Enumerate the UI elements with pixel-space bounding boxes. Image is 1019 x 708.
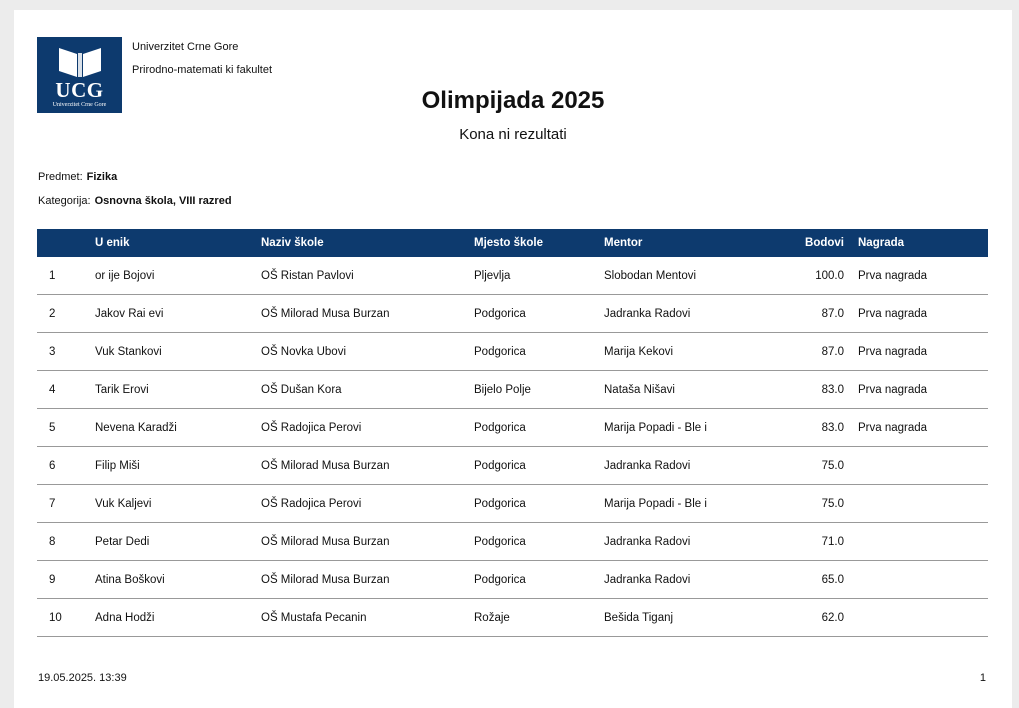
- cell-school: OŠ Milorad Musa Burzan: [255, 523, 468, 561]
- col-header-place: Mjesto škole: [468, 229, 598, 257]
- cell-points: 83.0: [788, 409, 850, 447]
- cell-place: Podgorica: [468, 561, 598, 599]
- category-value: Osnovna škola, VIII razred: [94, 195, 232, 207]
- cell-mentor: Jadranka Radovi: [598, 295, 788, 333]
- cell-award: Prva nagrada: [850, 409, 988, 447]
- table-row: [37, 371, 988, 409]
- cell-student: Petar Dedi: [89, 523, 255, 561]
- subject-value: Fizika: [86, 171, 118, 183]
- document-subtitle: Kona ni rezultati: [459, 126, 567, 143]
- cell-student: or ije Bojovi: [89, 257, 255, 295]
- cell-award: Prva nagrada: [850, 333, 988, 371]
- cell-school: OŠ Radojica Perovi: [255, 409, 468, 447]
- cell-place: Podgorica: [468, 333, 598, 371]
- cell-mentor: Bešida Tiganj: [598, 599, 788, 637]
- cell-school: OŠ Mustafa Pecanin: [255, 599, 468, 637]
- subject-label: Predmet:: [38, 171, 83, 183]
- cell-school: OŠ Ristan Pavlovi: [255, 257, 468, 295]
- cell-award: [850, 599, 988, 637]
- col-header-award: Nagrada: [850, 229, 988, 257]
- cell-place: Podgorica: [468, 485, 598, 523]
- cell-place: Pljevlja: [468, 257, 598, 295]
- document-title: Olimpijada 2025: [421, 87, 605, 114]
- cell-student: Vuk Kaljevi: [89, 485, 255, 523]
- cell-place: Bijelo Polje: [468, 371, 598, 409]
- table-row: [37, 599, 988, 637]
- col-header-school: Naziv škole: [255, 229, 468, 257]
- cell-mentor: Nataša Nišavi: [598, 371, 788, 409]
- cell-school: OŠ Novka Ubovi: [255, 333, 468, 371]
- cell-award: [850, 485, 988, 523]
- cell-mentor: Jadranka Radovi: [598, 447, 788, 485]
- cell-school: OŠ Dušan Kora: [255, 371, 468, 409]
- cell-rank: 2: [37, 295, 89, 333]
- cell-school: OŠ Radojica Perovi: [255, 485, 468, 523]
- cell-points: 65.0: [788, 561, 850, 599]
- table-row: [37, 523, 988, 561]
- cell-rank: 4: [37, 371, 89, 409]
- cell-points: 87.0: [788, 333, 850, 371]
- footer-timestamp: 19.05.2025. 13:39: [38, 672, 127, 684]
- cell-award: Prva nagrada: [850, 295, 988, 333]
- cell-student: Filip Miši: [89, 447, 255, 485]
- cell-award: [850, 523, 988, 561]
- category-label: Kategorija:: [38, 195, 91, 207]
- table-row: [37, 333, 988, 371]
- cell-school: OŠ Milorad Musa Burzan: [255, 447, 468, 485]
- cell-mentor: Marija Popadi - Ble i: [598, 409, 788, 447]
- cell-place: Podgorica: [468, 409, 598, 447]
- table-row: [37, 257, 988, 295]
- cell-rank: 10: [37, 599, 89, 637]
- cell-rank: 5: [37, 409, 89, 447]
- col-header-mentor: Mentor: [598, 229, 788, 257]
- cell-school: OŠ Milorad Musa Burzan: [255, 295, 468, 333]
- cell-points: 87.0: [788, 295, 850, 333]
- cell-student: Adna Hodži: [89, 599, 255, 637]
- logo-wordmark: UCG: [55, 78, 104, 102]
- cell-student: Nevena Karadži: [89, 409, 255, 447]
- cell-mentor: Jadranka Radovi: [598, 523, 788, 561]
- cell-points: 75.0: [788, 485, 850, 523]
- cell-award: Prva nagrada: [850, 371, 988, 409]
- table-row: [37, 485, 988, 523]
- cell-award: [850, 561, 988, 599]
- cell-mentor: Marija Kekovi: [598, 333, 788, 371]
- cell-points: 71.0: [788, 523, 850, 561]
- table-header-row: [37, 229, 988, 257]
- table-row: [37, 409, 988, 447]
- cell-rank: 7: [37, 485, 89, 523]
- col-header-points: Bodovi: [788, 229, 850, 257]
- cell-award: Prva nagrada: [850, 257, 988, 295]
- cell-place: Rožaje: [468, 599, 598, 637]
- cell-points: 100.0: [788, 257, 850, 295]
- cell-place: Podgorica: [468, 295, 598, 333]
- results-table: [37, 229, 988, 637]
- cell-student: Jakov Rai evi: [89, 295, 255, 333]
- cell-rank: 1: [37, 257, 89, 295]
- table-row: [37, 561, 988, 599]
- table-row: [37, 295, 988, 333]
- cell-mentor: Slobodan Mentovi: [598, 257, 788, 295]
- cell-rank: 9: [37, 561, 89, 599]
- document-page: [14, 10, 1012, 708]
- table-row: [37, 447, 988, 485]
- cell-award: [850, 447, 988, 485]
- cell-place: Podgorica: [468, 523, 598, 561]
- cell-mentor: Jadranka Radovi: [598, 561, 788, 599]
- col-header-rank: [37, 229, 89, 257]
- cell-place: Podgorica: [468, 447, 598, 485]
- cell-mentor: Marija Popadi - Ble i: [598, 485, 788, 523]
- page-number: 1: [979, 672, 986, 684]
- col-header-student: U enik: [89, 229, 255, 257]
- cell-rank: 3: [37, 333, 89, 371]
- cell-school: OŠ Milorad Musa Burzan: [255, 561, 468, 599]
- cell-student: Vuk Stankovi: [89, 333, 255, 371]
- faculty-name: Prirodno-matemati ki fakultet: [132, 64, 272, 76]
- cell-points: 75.0: [788, 447, 850, 485]
- cell-student: Tarik Erovi: [89, 371, 255, 409]
- cell-points: 62.0: [788, 599, 850, 637]
- logo-subtext: Univerzitet Crne Gore: [52, 102, 107, 108]
- open-book-icon: [57, 44, 103, 78]
- subject-line: [38, 171, 117, 183]
- cell-student: Atina Boškovi: [89, 561, 255, 599]
- category-line: [38, 195, 232, 207]
- cell-rank: 8: [37, 523, 89, 561]
- cell-rank: 6: [37, 447, 89, 485]
- cell-points: 83.0: [788, 371, 850, 409]
- university-name: Univerzitet Crne Gore: [132, 41, 239, 53]
